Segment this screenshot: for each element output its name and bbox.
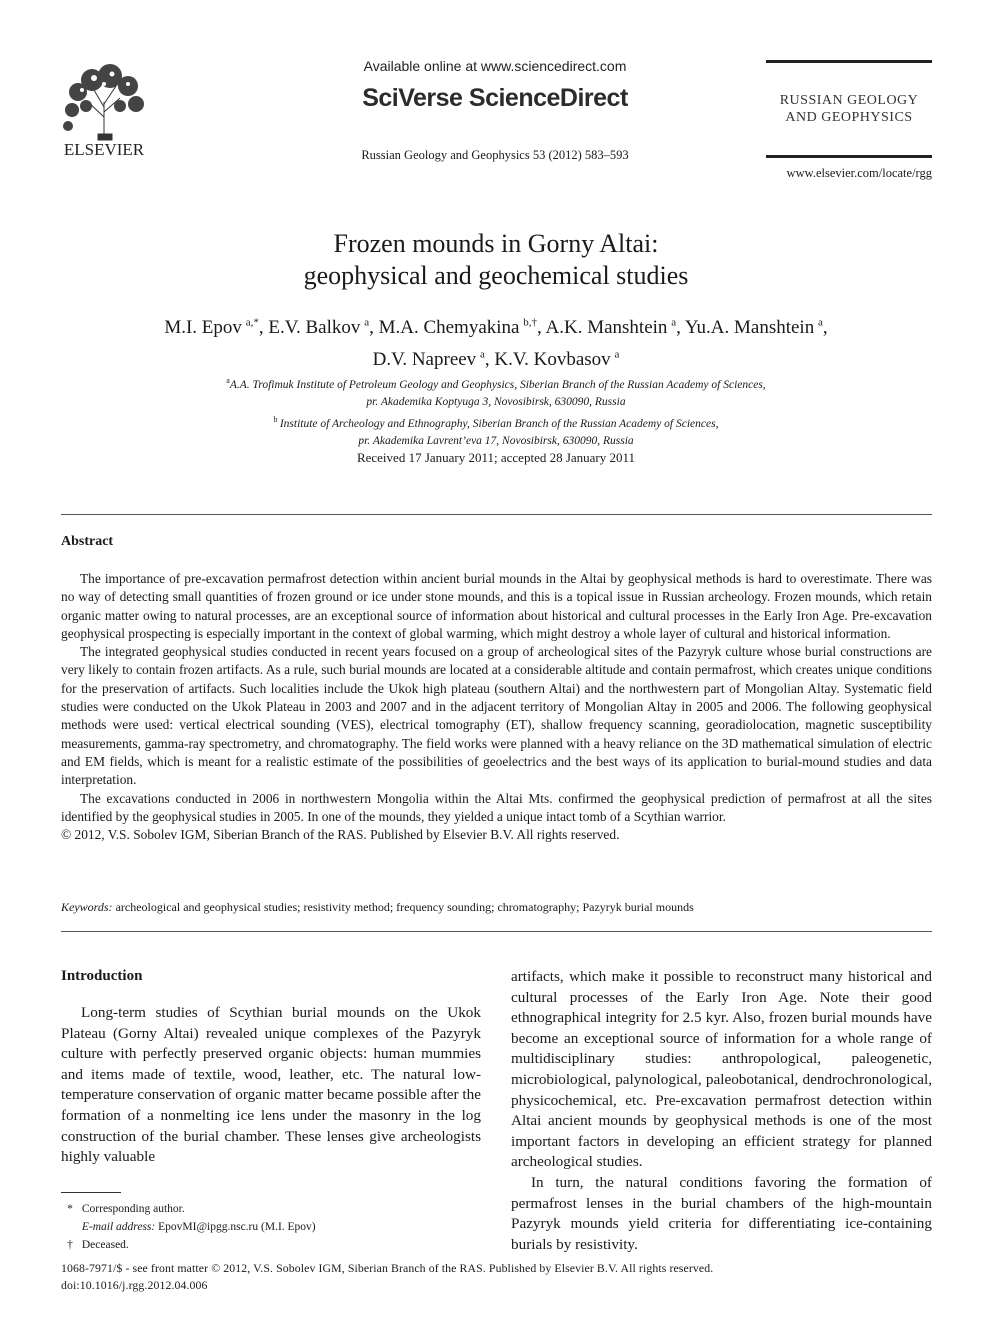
journal-name — [766, 92, 932, 126]
affiliation-b: $^b$ Institute of Archeology and Ethnography, Siberian Branch of the Russian Academy of Sciences, — [273, 414, 719, 430]
body-paragraph: In turn, the natural conditions favoring the formation of permafrost lenses in the burial chambers of the high-mountain Pazyryk mounds yield criteria for differentiating ice-containing burials by resistivity. — [511, 1173, 932, 1253]
author: M.I. Epov $^{a,*}$, — [164, 317, 269, 339]
author: D.V. Napreev $^a$, — [372, 348, 495, 370]
tree-icon — [58, 62, 150, 142]
abstract-heading: Abstract — [61, 534, 114, 549]
issn-line: 1068-7971/$ - see front matter © 2012, V.S. Sobolev IGM, Siberian Branch of the RAS. Published by Elsevier B.V. All rights reserved. — [61, 1261, 714, 1275]
copyright: © 2012, V.S. Sobolev IGM, Siberian Branch of the RAS. Published by Elsevier B.V. All rights reserved. — [61, 827, 620, 843]
affiliations — [60, 372, 932, 450]
sciencedirect-brand: SciVerse ScienceDirect — [362, 84, 628, 112]
email-label: E-mail address: — [81, 1221, 156, 1233]
journal-rule-bottom — [766, 155, 932, 158]
journal-url[interactable]: www.elsevier.com/locate/rgg — [786, 166, 932, 180]
page-footer — [61, 1260, 932, 1294]
journal-name-line1: RUSSIAN GEOLOGY — [779, 93, 919, 108]
body-paragraph: artifacts, which make it possible to reconstruct many historical and cultural processes of the Early Iron Age. Note their good ethnographical integrity for 2.5 kyr. Also, frozen burial mounds have become an exceptional source of information for a whole range of multidisciplinary studies: anthropological, paleogenetic, microbiological, palynological, paleobotanical, dendrochronological, physicochemical, etc. Pre-excavation permafrost detection within Altai ancient mounds by geophysical methods is one of the most important factors in developing an efficient strategy for planned archeological studies. — [511, 968, 932, 1171]
author: M.A. Chemyakina $^{b,\dagger}$, — [378, 317, 546, 339]
affiliation-a-address: pr. Akademika Koptyuga 3, Novosibirsk, 630090, Russia — [366, 395, 626, 408]
received-dates: Received 17 January 2011; accepted 28 January 2011 — [356, 450, 636, 465]
author: K.V. Kovbasov $^a$ — [494, 348, 620, 370]
author: Yu.A. Manshtein $^a$, — [684, 317, 828, 339]
abstract-paragraph: The integrated geophysical studies conducted in recent years focused on a group of archeological sites of the Pazyryk culture whose burial constructions are very likely to contain frozen artifacts. As a rule, such burial mounds are located at a considerable altitude and contain permafrost, which creates unique conditions for the preservation of artifacts. Such localities include the Ukok high plateau (southern Altai) and the northwestern part of Mongolian Altay. Systematic field studies were conducted on the Ukok Plateau in 2003 and 2007 and in the adjacent territory of Mongolian Altay in 2005 and 2006. The following geophysical methods were used: vertical electrical sounding (VES), electrical tomography (ET), shallow frequency scanning, georadiolocation, magnetic susceptibility measurements, gamma-ray spectrometry, and chromatography. The field works were planned with a heavy reliance on the 3D mathematical simulation of electric and EM fields, which is meant for a realistic estimate of the possibilities of geoelectrics and the best ways of its application to burial-mound studies and data interpretation. — [61, 644, 932, 788]
elsevier-wordmark: ELSEVIER — [63, 140, 145, 159]
abstract-paragraph: The importance of pre-excavation permafrost detection within ancient burial mounds in the Altai by geophysical methods is hard to overestimate. There was no way of detecting small quantities of frozen ground or ice under stone mounds, and this is a topical issue in Russian archeology. Frozen mounds, which retain organic matter owing to natural processes, are an exceptional source of information about historical and cultural processes in the Early Iron Age. Pre-excavation geophysical prospecting is especially important in the context of global warming, which might destroy a whole layer of cultural and historical information. — [61, 571, 932, 641]
abstract-body — [61, 570, 932, 844]
footnote-corresponding: * Corresponding author. — [67, 1203, 185, 1215]
journal-citation: Russian Geology and Geophysics 53 (2012) 583–593 — [361, 148, 629, 162]
author: E.V. Balkov $^a$, — [268, 317, 379, 339]
footnote-rule — [61, 1192, 121, 1193]
body-column-left — [61, 1003, 481, 1168]
author-list — [60, 310, 932, 373]
divider-bottom — [61, 931, 932, 932]
title-line1: Frozen mounds in Gorny Altai: — [333, 229, 659, 258]
email-link[interactable]: EpovMI@ipgg.nsc.ru (M.I. Epov) — [158, 1221, 316, 1233]
title-line2: geophysical and geochemical studies — [303, 261, 689, 290]
affiliation-a: $^a$A.A. Trofimuk Institute of Petroleum Geology and Geophysics, Siberian Branch of the Russian Academy of Sciences, — [226, 376, 766, 391]
doi-link[interactable]: doi:10.1016/j.rgg.2012.04.006 — [61, 1278, 208, 1292]
keywords-list: archeological and geophysical studies; resistivity method; frequency sounding; chromatography; Pazyryk burial mounds — [115, 900, 694, 914]
keywords — [61, 900, 932, 915]
journal-rule-top — [766, 60, 932, 63]
keywords-label: Keywords: — [61, 900, 113, 914]
author: A.K. Manshtein $^a$, — [545, 317, 685, 339]
footnote-deceased: † Deceased. — [67, 1239, 129, 1251]
available-online: Available online at www.sciencedirect.com — [363, 58, 627, 74]
footnote-email — [61, 1218, 481, 1236]
affiliation-b-address: pr. Akademika Lavrent’eva 17, Novosibirsk, 630090, Russia — [358, 434, 634, 447]
divider-top — [61, 514, 932, 515]
body-paragraph: Long-term studies of Scythian burial mounds on the Ukok Plateau (Gorny Altai) revealed unique complexes of the Pazyryk culture with perfectly preserved organic objects: human mummies and items made of textile, wood, leather, etc. The natural low-temperature conservation of organic matter became possible after the formation of a nonmelting ice lens under the masonry in the log construction of the burial chamber. These lenses give archeologists highly valuable — [61, 1004, 481, 1166]
article-title — [60, 228, 932, 292]
footnotes — [61, 1200, 481, 1254]
abstract-paragraph: The excavations conducted in 2006 in northwestern Mongolia within the Altai Mts. confirmed the geophysical prediction of permafrost at all the sites identified by the geophysical studies in 2005. In one of the mounds, they yielded a unique intact tomb of a Scythian warrior. — [61, 790, 932, 824]
journal-name-line2: AND GEOPHYSICS — [785, 110, 913, 125]
section-heading-introduction: Introduction — [61, 968, 143, 984]
body-column-right — [511, 967, 932, 1255]
